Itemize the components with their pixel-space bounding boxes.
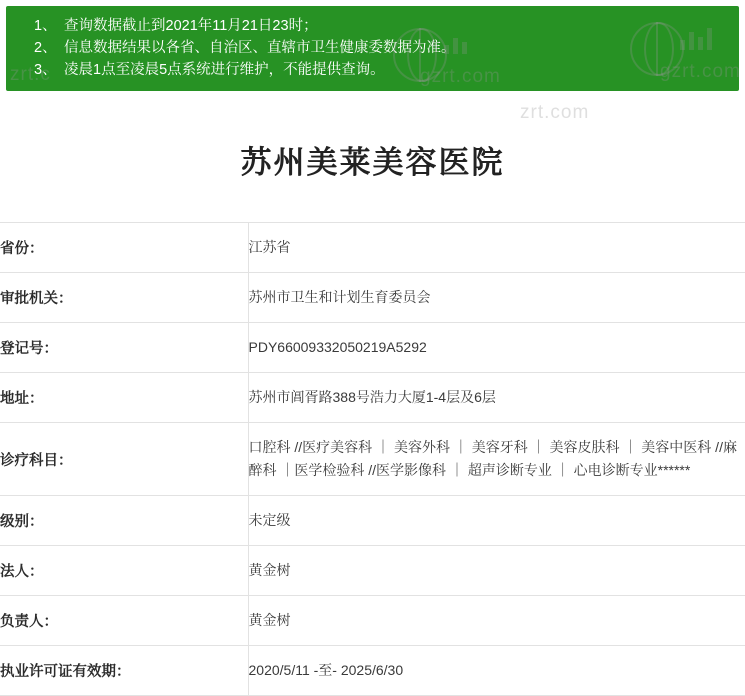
notice-item: 凌晨1点至凌晨5点系统进行维护，不能提供查询。 (64, 62, 385, 78)
row-label: 登记号： (0, 323, 248, 373)
table-row (0, 496, 745, 546)
row-label: 负责人： (0, 596, 248, 646)
notice-item: 查询数据截止到2021年11月21日23时； (64, 18, 318, 34)
watermark-text: zrt.com (520, 102, 590, 123)
row-value: 口腔科 //医疗美容科 ｜ 美容外科 ｜ 美容牙科 ｜ 美容皮肤科 ｜ 美容中医科 //麻醉科 ｜医学检验科 //医学影像科 ｜ 超声诊断专业 ｜ 心电诊断专业****** (248, 439, 737, 478)
watermark-text: gzrt.com (420, 66, 501, 87)
row-label: 法人： (0, 546, 248, 596)
row-label: 地址： (0, 373, 248, 423)
table-row (0, 646, 745, 696)
row-label: 审批机关： (0, 273, 248, 323)
row-label: 执业许可证有效期： (0, 646, 248, 696)
notice-item: 信息数据结果以各省、自治区、直辖市卫生健康委数据为准。 (64, 40, 456, 56)
notice-banner (6, 6, 739, 91)
row-value: 未定级 (248, 512, 291, 528)
row-value: 2020/5/11 -至- 2025/6/30 (248, 662, 404, 678)
table-row (0, 546, 745, 596)
row-value: 黄金树 (248, 562, 291, 578)
row-value: 江苏省 (248, 239, 291, 255)
table-row (0, 423, 745, 496)
page-title: 苏州美莱美容医院 (240, 145, 505, 180)
row-value: PDY66009332050219A5292 (248, 339, 427, 355)
row-value: 苏州市卫生和计划生育委员会 (248, 289, 431, 305)
table-row (0, 596, 745, 646)
row-label: 级别： (0, 496, 248, 546)
watermark-text: zrt.c (10, 64, 51, 85)
table-row (0, 323, 745, 373)
row-value: 黄金树 (248, 612, 291, 628)
watermark-text: gzrt.com (660, 61, 741, 82)
row-label: 省份： (0, 223, 248, 273)
notice-list (20, 15, 729, 81)
row-value: 苏州市阊胥路388号浩力大厦1-4层及6层 (248, 389, 496, 405)
row-label: 诊疗科目： (0, 423, 248, 496)
table-row (0, 373, 745, 423)
table-row (0, 223, 745, 273)
table-row (0, 273, 745, 323)
hospital-info-table (0, 222, 745, 696)
